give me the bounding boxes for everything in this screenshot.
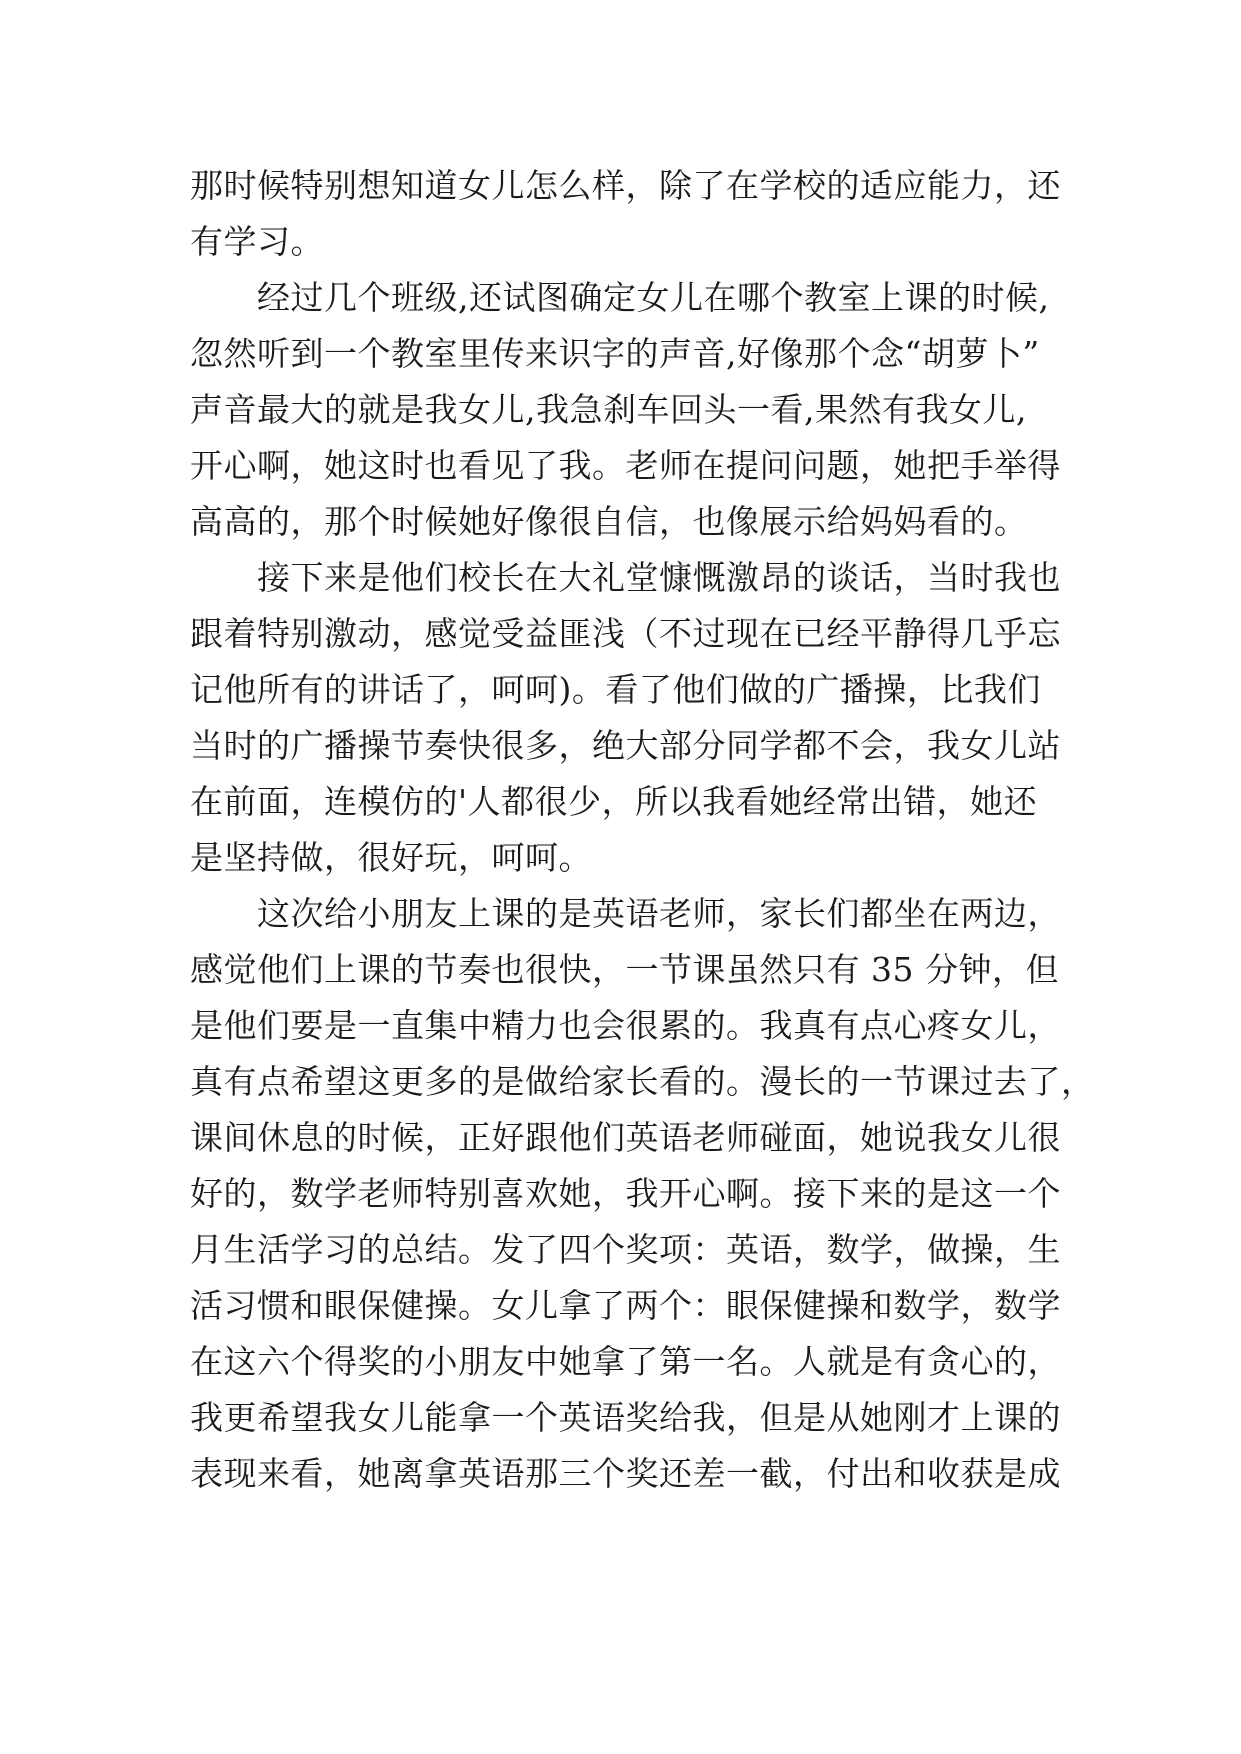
text-line: 开心啊，她这时也看见了我。老师在提问问题，她把手举得 — [190, 446, 1061, 485]
text-line: 忽然听到一个教室里传来识字的声音,好像那个念“胡萝卜” — [190, 334, 1040, 373]
text-line: 那时候特别想知道女儿怎么样，除了在学校的适应能力，还 — [190, 166, 1061, 205]
text-line: 有学习。 — [190, 222, 324, 261]
text-line: 在前面，连模仿的'人都很少，所以我看她经常出错，她还 — [190, 782, 1038, 821]
text-line: 是坚持做，很好玩，呵呵。 — [190, 838, 592, 877]
text-line: 活习惯和眼保健操。女儿拿了两个：眼保健操和数学，数学 — [190, 1286, 1061, 1325]
text-line: 月生活学习的总结。发了四个奖项：英语，数学，做操，生 — [190, 1230, 1061, 1269]
text-line: 真有点希望这更多的是做给家长看的。漫长的一节课过去了， — [190, 1062, 1095, 1101]
text-line: 经过几个班级,还试图确定女儿在哪个教室上课的时候, — [257, 278, 1050, 317]
text-line: 高高的，那个时候她好像很自信，也像展示给妈妈看的。 — [190, 502, 1028, 541]
text-line: 课间休息的时候，正好跟他们英语老师碰面，她说我女儿很 — [190, 1118, 1061, 1157]
text-line: 在这六个得奖的小朋友中她拿了第一名。人就是有贪心的， — [190, 1342, 1061, 1381]
text-line: 感觉他们上课的节奏也很快，一节课虽然只有 35 分钟，但 — [190, 950, 1059, 989]
text-line: 记他所有的讲话了，呵呵)。看了他们做的广播操，比我们 — [190, 670, 1041, 709]
text-line: 声音最大的就是我女儿,我急刹车回头一看,果然有我女儿, — [190, 390, 1027, 429]
text-line: 跟着特别激动，感觉受益匪浅（不过现在已经平静得几乎忘 — [190, 614, 1061, 653]
text-line: 是他们要是一直集中精力也会很累的。我真有点心疼女儿， — [190, 1006, 1061, 1045]
text-line: 我更希望我女儿能拿一个英语奖给我，但是从她刚才上课的 — [190, 1398, 1061, 1437]
text-line: 当时的广播操节奏快很多，绝大部分同学都不会，我女儿站 — [190, 726, 1061, 765]
text-line: 这次给小朋友上课的是英语老师，家长们都坐在两边， — [257, 894, 1061, 933]
text-line: 好的，数学老师特别喜欢她，我开心啊。接下来的是这一个 — [190, 1174, 1061, 1213]
text-line: 接下来是他们校长在大礼堂慷慨激昂的谈话，当时我也 — [257, 558, 1061, 597]
text-line: 表现来看，她离拿英语那三个奖还差一截，付出和收获是成 — [190, 1454, 1061, 1493]
